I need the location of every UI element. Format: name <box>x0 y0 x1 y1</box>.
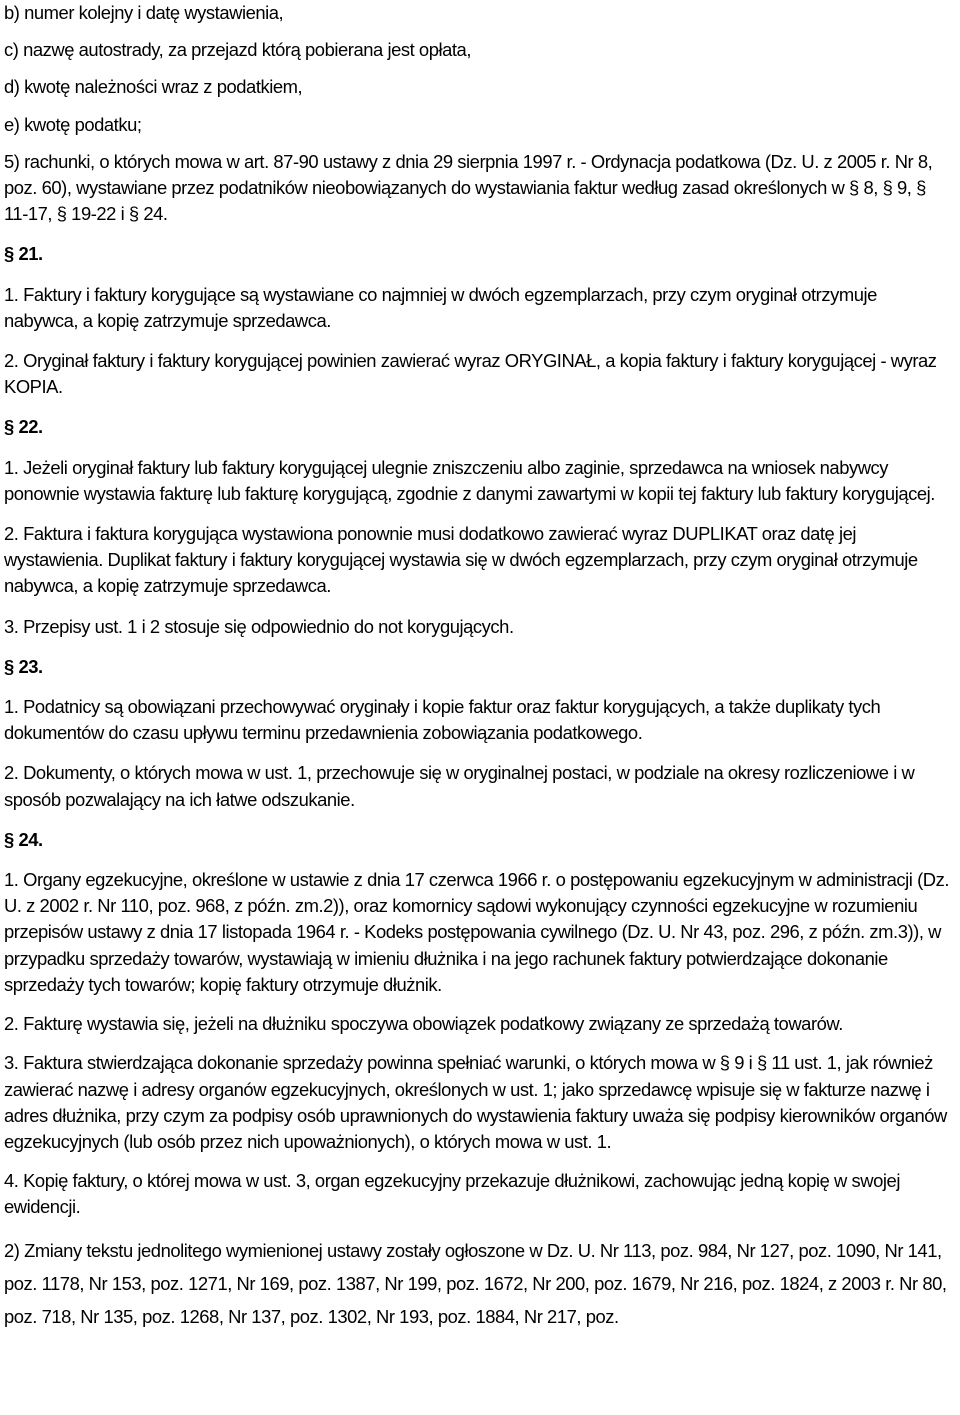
section-22-paragraph-3: 3. Przepisy ust. 1 i 2 stosuje się odpowiednio do not korygujących. <box>4 615 514 637</box>
section-23-paragraph-1: 1. Podatnicy są obowiązani przechowywać oryginały i kopie faktur oraz faktur korygujących, a także duplikaty tych dokumentów do czasu upływu terminu przedawnienia zobowiązania podatkowego. <box>4 696 881 744</box>
item-b: b) numer kolejny i datę wystawienia, <box>4 2 284 23</box>
item-c: c) nazwę autostrady, za przejazd którą pobierana jest opłata, <box>4 39 471 61</box>
section-24-paragraph-2: 2. Fakturę wystawia się, jeżeli na dłużniku spoczywa obowiązek podatkowy związany ze sprzedażą towarów. <box>4 1013 843 1035</box>
section-23-paragraph-2: 2. Dokumenty, o których mowa w ust. 1, przechowuje się w oryginalnej postaci, w podziale na okresy rozliczeniowe i w sposób pozwalający na ich łatwe odszukanie. <box>4 762 915 810</box>
footnote-2: 2) Zmiany tekstu jednolitego wymienionej ustawy zostały ogłoszone w Dz. U. Nr 113, poz. 984, Nr 127, poz. 1090, Nr 141, poz. 1178, Nr 153, poz. 1271, Nr 169, poz. 1387, Nr 199, poz. 1672, Nr 200, poz. 1679, Nr 216, poz. 1824, z 2003 r. Nr 80, poz. 718, Nr 135, poz. 1268, Nr 137, poz. 1302, Nr 193, poz. 1884, Nr 217, poz. <box>4 1239 947 1327</box>
section-22-heading: § 22. <box>4 416 43 438</box>
section-21-paragraph-2: 2. Oryginał faktury i faktury korygującej powinien zawierać wyraz ORYGINAŁ, a kopia faktury i faktury korygującej - wyraz KOPIA. <box>4 350 937 398</box>
section-24-paragraph-1: 1. Organy egzekucyjne, określone w ustawie z dnia 17 czerwca 1966 r. o postępowaniu egzekucyjnym w administracji (Dz. U. z 2002 r. Nr 110, poz. 968, z późn. zm.2)), oraz komornicy sądowi wykonujący czynności egzekucyjne w rozumieniu przepisów ustawy z dnia 17 listopada 1964 r. - Kodeks postępowania cywilnego (Dz. U. Nr 43, poz. 296, z późn. zm.3)), w przypadku sprzedaży towarów, wystawiają w imieniu dłużnika i na jego rachunek faktury potwierdzające dokonanie sprzedaży tych towarów; kopię faktury otrzymuje dłużnik. <box>4 869 950 995</box>
item-d: d) kwotę należności wraz z podatkiem, <box>4 76 303 98</box>
section-24-heading: § 24. <box>4 828 43 850</box>
section-24-paragraph-4: 4. Kopię faktury, o której mowa w ust. 3, organ egzekucyjny przekazuje dłużnikowi, zachowując jedną kopię w swojej ewidencji. <box>4 1170 900 1218</box>
item-e: e) kwotę podatku; <box>4 113 142 135</box>
section-24-paragraph-3: 3. Faktura stwierdzająca dokonanie sprzedaży powinna spełniać warunki, o których mowa w § 9 i § 11 ust. 1, jak również zawierać nazwę i adresy organów egzekucyjnych, określonych w ust. 1; jako sprzedawcę wpisuje się w fakturze nazwę i adres dłużnika, przy czym za podpisy osób uprawnionych do wystawienia faktury uważa się podpisy kierowników organów egzekucyjnych (lub osób przez nich upoważnionych), o których mowa w ust. 1. <box>4 1052 947 1152</box>
section-21-paragraph-1: 1. Faktury i faktury korygujące są wystawiane co najmniej w dwóch egzemplarzach, przy czym oryginał otrzymuje nabywca, a kopię zatrzymuje sprzedawca. <box>4 283 877 331</box>
section-21-heading: § 21. <box>4 243 43 265</box>
item-5: 5) rachunki, o których mowa w art. 87-90 ustawy z dnia 29 sierpnia 1997 r. - Ordynacja podatkowa (Dz. U. z 2005 r. Nr 8, poz. 60), wystawiane przez podatników nieobowiązanych do wystawiania faktur według zasad określonych w § 8, § 9, § 11-17, § 19-22 i § 24. <box>4 150 933 225</box>
section-22-paragraph-2: 2. Faktura i faktura korygująca wystawiona ponownie musi dodatkowo zawierać wyraz DUPLIKAT oraz datę jej wystawienia. Duplikat faktury i faktury korygującej wystawia się w dwóch egzemplarzach, przy czym oryginał otrzymuje nabywca, a kopię zatrzymuje sprzedawca. <box>4 523 918 597</box>
section-22-paragraph-1: 1. Jeżeli oryginał faktury lub faktury korygującej ulegnie zniszczeniu albo zaginie, sprzedawca na wniosek nabywcy ponownie wystawia fakturę lub fakturę korygującą, zgodnie z danymi zawartymi w kopii tej faktury lub faktury korygującej. <box>4 456 935 504</box>
section-23-heading: § 23. <box>4 655 43 677</box>
